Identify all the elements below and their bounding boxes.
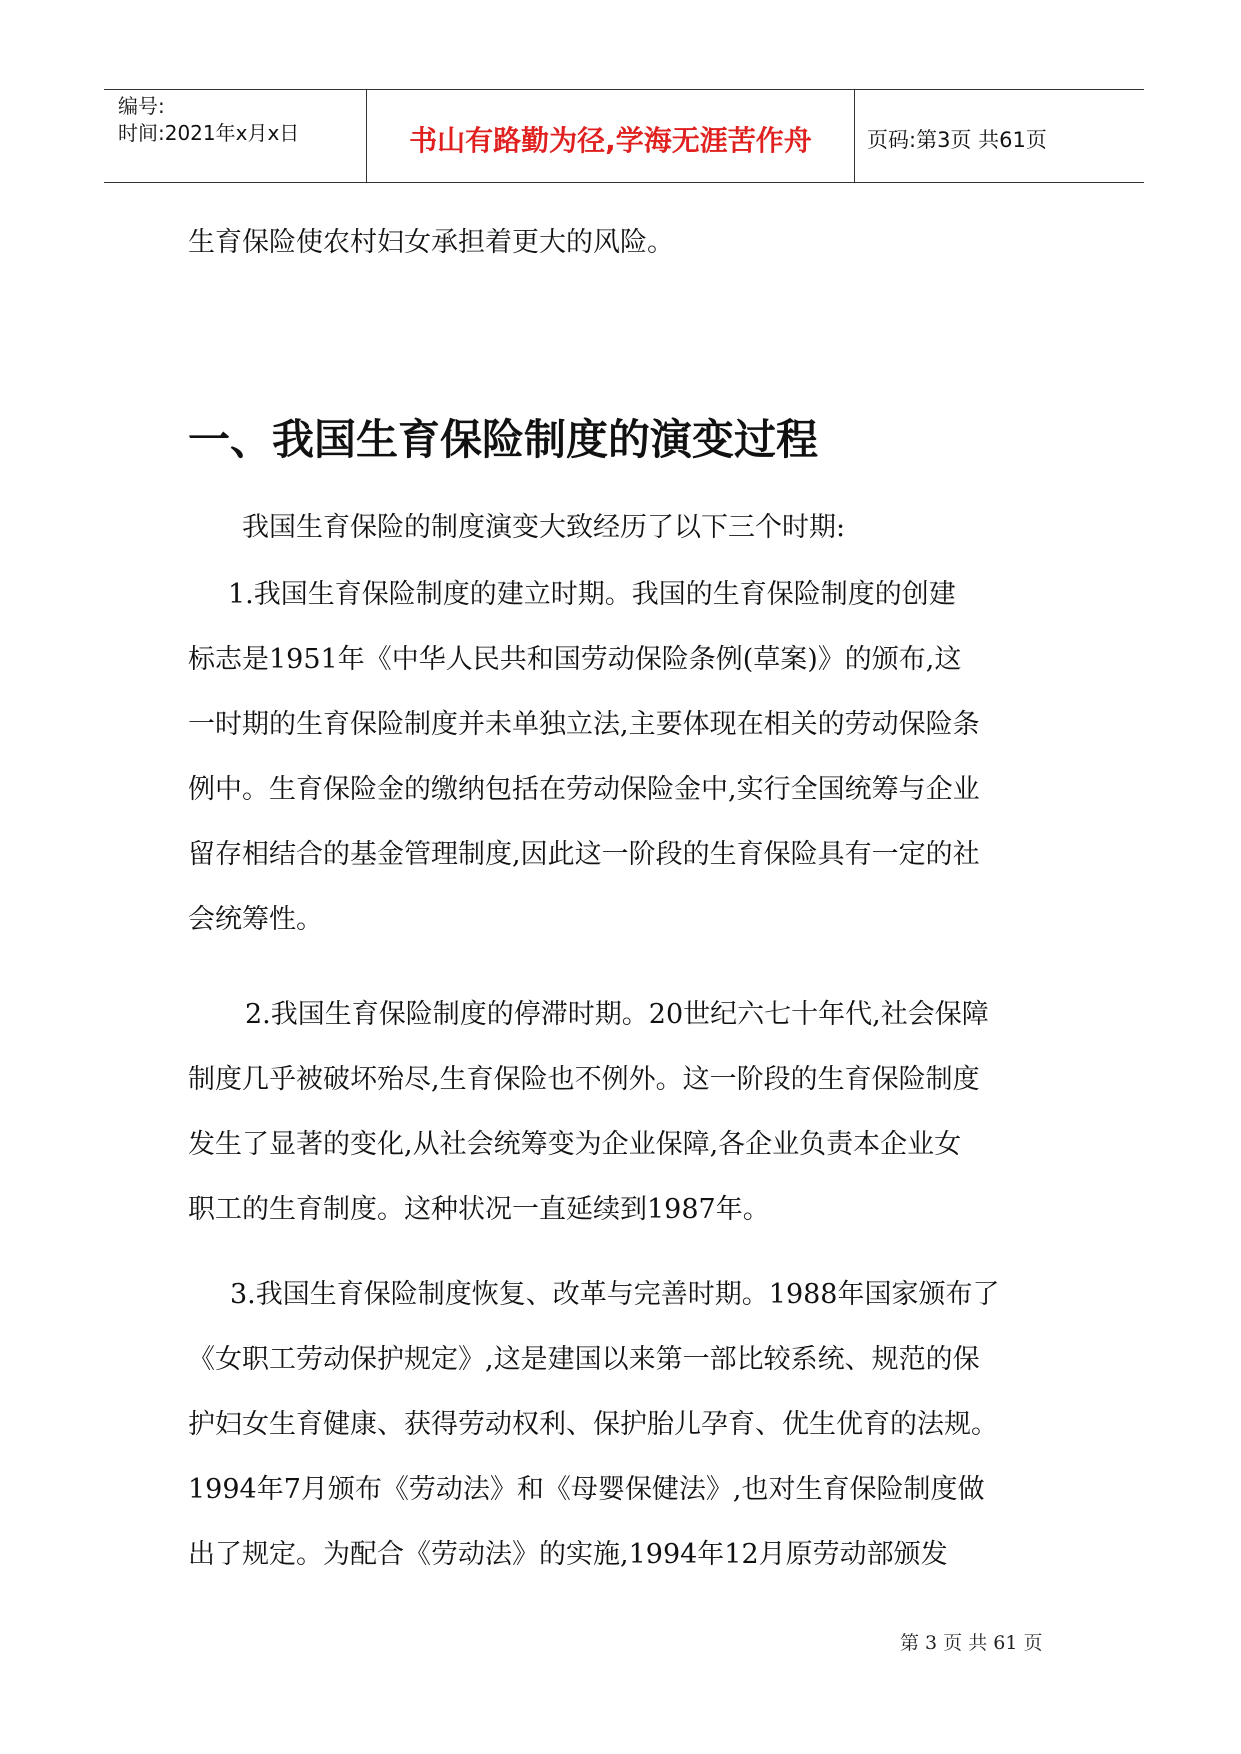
period2-paragraph	[188, 982, 1060, 1242]
period2-line: 职工的生育制度。这种状况一直延续到1987年。	[188, 1194, 770, 1225]
header-motto: 书山有路勤为径,学海无涯苦作舟	[367, 90, 855, 182]
header-page-number: 页码:第3页 共61页	[867, 128, 1047, 152]
period2-line: 制度几乎被破坏殆尽,生育保险也不例外。这一阶段的生育保险制度	[188, 1064, 980, 1095]
period1-line: 会统筹性。	[188, 904, 323, 935]
period1-paragraph	[188, 562, 1060, 952]
period1-line: 1.我国生育保险制度的建立时期。我国的生育保险制度的创建	[228, 579, 956, 610]
page-header	[104, 89, 1144, 183]
period3-line: 1994年7月颁布《劳动法》和《母婴保健法》,也对生育保险制度做	[188, 1474, 985, 1505]
period3-line: 《女职工劳动保护规定》,这是建国以来第一部比较系统、规范的保	[188, 1344, 980, 1375]
period1-line: 留存相结合的基金管理制度,因此这一阶段的生育保险具有一定的社	[188, 839, 980, 870]
intro-paragraph: 生育保险使农村妇女承担着更大的风险。	[188, 227, 674, 258]
header-meta	[104, 90, 367, 182]
period1-line: 例中。生育保险金的缴纳包括在劳动保险金中,实行全国统筹与企业	[188, 774, 980, 805]
lead-paragraph: 我国生育保险的制度演变大致经历了以下三个时期:	[242, 512, 846, 543]
period2-line: 发生了显著的变化,从社会统筹变为企业保障,各企业负责本企业女	[188, 1129, 962, 1160]
period3-line: 出了规定。为配合《劳动法》的实施,1994年12月原劳动部颁发	[188, 1539, 948, 1570]
period1-line: 一时期的生育保险制度并未单独立法,主要体现在相关的劳动保险条	[188, 709, 980, 740]
page-footer: 第 3 页 共 61 页	[900, 1632, 1043, 1654]
section-heading: 一、我国生育保险制度的演变过程	[188, 415, 819, 464]
period1-line: 标志是1951年《中华人民共和国劳动保险条例(草案)》的颁布,这	[188, 644, 962, 675]
period3-line: 3.我国生育保险制度恢复、改革与完善时期。1988年国家颁布了	[230, 1279, 1000, 1310]
period2-line: 2.我国生育保险制度的停滞时期。20世纪六七十年代,社会保障	[245, 999, 989, 1030]
period3-paragraph	[188, 1262, 1060, 1587]
period3-line: 护妇女生育健康、获得劳动权利、保护胎儿孕育、优生优育的法规。	[188, 1409, 998, 1440]
document-number-label: 编号:	[118, 94, 165, 118]
document-time-label: 时间:2021年x月x日	[118, 121, 300, 145]
